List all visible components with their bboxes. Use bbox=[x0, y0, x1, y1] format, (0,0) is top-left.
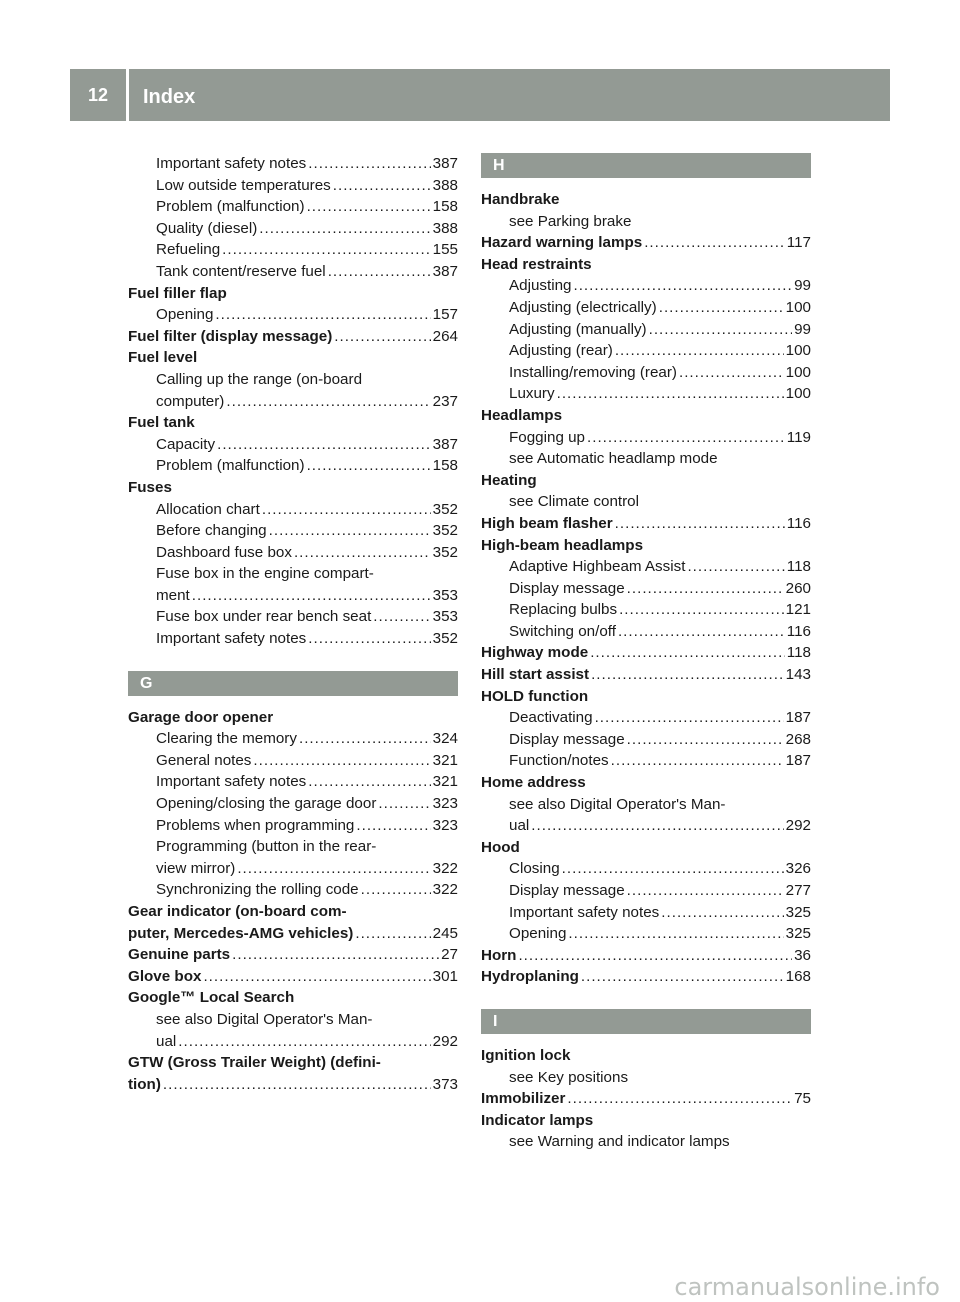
index-heading: Ignition lock bbox=[481, 1046, 571, 1064]
index-entry[interactable]: Problem (malfunction) ..... 158 bbox=[128, 196, 458, 218]
index-entry[interactable]: Deactivating ..... 187 bbox=[481, 707, 811, 729]
header-divider bbox=[126, 69, 129, 121]
index-entry[interactable]: High beam flasher ..... 116 bbox=[481, 513, 811, 535]
index-entry[interactable]: Display message ..... 268 bbox=[481, 729, 811, 751]
index-heading: Fuel filler flap bbox=[128, 284, 227, 302]
index-entry[interactable]: Hazard warning lamps ..... 117 bbox=[481, 232, 811, 254]
index-entry[interactable]: Switching on/off ..... 116 bbox=[481, 621, 811, 643]
index-heading: Garage door opener bbox=[128, 708, 274, 726]
index-entry[interactable]: Important safety notes ..... 352 bbox=[128, 628, 458, 650]
index-entry[interactable]: ual ..... 292 bbox=[128, 1031, 458, 1053]
index-entry[interactable]: Problem (malfunction) ..... 158 bbox=[128, 455, 458, 477]
index-heading: HOLD function bbox=[481, 687, 589, 705]
see-reference[interactable]: see Warning and indicator lamps bbox=[509, 1133, 730, 1151]
section-header-h: H bbox=[481, 153, 811, 178]
index-entry[interactable]: Opening/closing the garage door ..... 323 bbox=[128, 793, 458, 815]
index-entry[interactable]: Opening ..... 157 bbox=[128, 304, 458, 326]
page-header bbox=[70, 69, 890, 121]
index-entry[interactable]: Quality (diesel) ..... 388 bbox=[128, 218, 458, 240]
index-entry[interactable]: Adjusting (manually) ..... 99 bbox=[481, 319, 811, 341]
section-header-i: I bbox=[481, 1009, 811, 1034]
index-entry[interactable]: Adjusting (rear) ..... 100 bbox=[481, 340, 811, 362]
index-entry[interactable]: Display message ..... 260 bbox=[481, 578, 811, 600]
index-entry[interactable]: Adjusting (electrically) ..... 100 bbox=[481, 297, 811, 319]
index-entry[interactable]: ment ..... 353 bbox=[128, 585, 458, 607]
index-entry-text: Calling up the range (on-board bbox=[156, 370, 363, 388]
see-reference[interactable]: see Key positions bbox=[509, 1068, 629, 1086]
index-entry[interactable]: Fuse box under rear bench seat ..... 353 bbox=[128, 606, 458, 628]
index-entry[interactable]: Highway mode ..... 118 bbox=[481, 642, 811, 664]
index-entry[interactable]: Tank content/reserve fuel ..... 387 bbox=[128, 261, 458, 283]
index-entry-text: see also Digital Operator's Man- bbox=[509, 795, 726, 813]
index-entry[interactable]: Important safety notes ..... 325 bbox=[481, 902, 811, 924]
index-entry[interactable]: Capacity ..... 387 bbox=[128, 434, 458, 456]
index-entry[interactable]: Adaptive Highbeam Assist ..... 118 bbox=[481, 556, 811, 578]
index-heading: Indicator lamps bbox=[481, 1111, 594, 1129]
index-heading: GTW (Gross Trailer Weight) (defini- bbox=[128, 1054, 381, 1072]
index-entry[interactable]: Replacing bulbs ..... 121 bbox=[481, 599, 811, 621]
index-entry[interactable]: view mirror) ..... 322 bbox=[128, 858, 458, 880]
index-entry[interactable]: Dashboard fuse box ..... 352 bbox=[128, 542, 458, 564]
index-entry[interactable]: Refueling ..... 155 bbox=[128, 239, 458, 261]
index-heading: Google™ Local Search bbox=[128, 989, 295, 1007]
index-heading: Head restraints bbox=[481, 255, 592, 273]
page-number: 12 bbox=[87, 84, 109, 105]
index-entry[interactable]: Function/notes ..... 187 bbox=[481, 750, 811, 772]
index-entry[interactable]: Hydroplaning ..... 168 bbox=[481, 966, 811, 988]
index-entry-text: Fuse box in the engine compart- bbox=[156, 565, 374, 583]
index-entry[interactable]: Problems when programming ..... 323 bbox=[128, 815, 458, 837]
index-entry[interactable]: Opening ..... 325 bbox=[481, 923, 811, 945]
index-entry[interactable]: Display message ..... 277 bbox=[481, 880, 811, 902]
index-column-right bbox=[481, 153, 811, 1153]
index-heading: Handbrake bbox=[481, 191, 560, 208]
index-entry[interactable]: Clearing the memory ..... 324 bbox=[128, 728, 458, 750]
index-heading: Fuel level bbox=[128, 349, 198, 367]
index-entry[interactable]: tion) ..... 373 bbox=[128, 1074, 458, 1096]
index-entry[interactable]: Hill start assist ..... 143 bbox=[481, 664, 811, 686]
see-reference[interactable]: see Automatic headlamp mode bbox=[509, 450, 718, 468]
index-entry[interactable]: Closing ..... 326 bbox=[481, 858, 811, 880]
index-entry[interactable]: puter, Mercedes-AMG vehicles) ..... 245 bbox=[128, 923, 458, 945]
index-heading: Home address bbox=[481, 774, 586, 792]
index-entry[interactable]: Low outside temperatures ..... 388 bbox=[128, 175, 458, 197]
index-entry[interactable]: computer) ..... 237 bbox=[128, 391, 458, 413]
index-entry[interactable]: Synchronizing the rolling code ..... 322 bbox=[128, 879, 458, 901]
index-entry[interactable]: Glove box ..... 301 bbox=[128, 966, 458, 988]
index-entry[interactable]: Luxury ..... 100 bbox=[481, 383, 811, 405]
index-entry[interactable]: Immobilizer ..... 75 bbox=[481, 1088, 811, 1110]
index-entry-text: Programming (button in the rear- bbox=[156, 838, 377, 856]
index-heading: Headlamps bbox=[481, 406, 563, 424]
index-entry[interactable]: Fogging up ..... 119 bbox=[481, 427, 811, 449]
index-entry[interactable]: Important safety notes ..... 387 bbox=[128, 153, 458, 175]
watermark: carmanualsonline.info bbox=[674, 1273, 940, 1301]
index-entry[interactable]: Installing/removing (rear) ..... 100 bbox=[481, 362, 811, 384]
index-entry[interactable]: Important safety notes ..... 321 bbox=[128, 771, 458, 793]
index-entry[interactable]: Before changing ..... 352 bbox=[128, 520, 458, 542]
index-heading: Gear indicator (on-board com- bbox=[128, 903, 347, 920]
index-heading: Fuses bbox=[128, 478, 172, 496]
index-entry[interactable]: Horn ..... 36 bbox=[481, 945, 811, 967]
index-heading: Fuel tank bbox=[128, 414, 195, 432]
index-heading: High-beam headlamps bbox=[481, 536, 644, 554]
index-entry[interactable]: Fuel filter (display message) ..... 264 bbox=[128, 326, 458, 348]
index-entry[interactable]: Genuine parts ..... 27 bbox=[128, 944, 458, 966]
index-heading: Heating bbox=[481, 471, 537, 489]
index-entry[interactable]: Allocation chart ..... 352 bbox=[128, 499, 458, 521]
see-reference[interactable]: see Climate control bbox=[509, 493, 639, 511]
index-entry[interactable]: ual ..... 292 bbox=[481, 815, 811, 837]
see-reference[interactable]: see Parking brake bbox=[509, 212, 632, 230]
page-title: Index bbox=[143, 86, 196, 108]
index-column-left bbox=[128, 153, 458, 1095]
index-entry-text: see also Digital Operator's Man- bbox=[156, 1010, 373, 1028]
index-entry[interactable]: Adjusting ..... 99 bbox=[481, 275, 811, 297]
section-header-g: G bbox=[128, 671, 458, 696]
index-heading: Hood bbox=[481, 838, 520, 856]
index-entry[interactable]: General notes ..... 321 bbox=[128, 750, 458, 772]
